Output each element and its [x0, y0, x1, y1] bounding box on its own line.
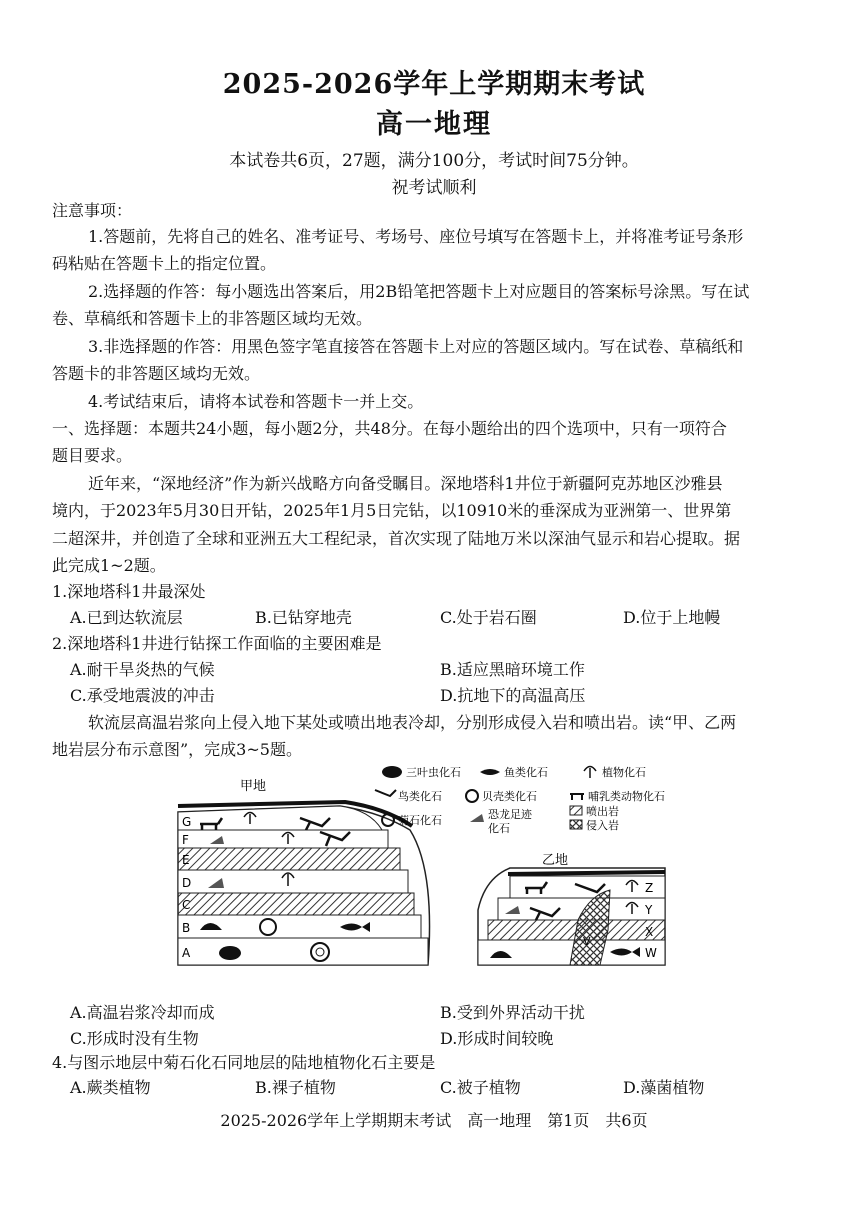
passage-1-line-1: 近年来，“深地经济”作为新兴战略方向备受瞩目。深地塔科1井位于新疆阿克苏地区沙雅县: [88, 474, 723, 493]
legend: [375, 765, 665, 835]
fish-icon: [480, 769, 500, 775]
layer-label-z: Z: [645, 881, 654, 895]
layer-label-w: W: [645, 946, 657, 960]
layer-label-e: E: [182, 853, 190, 867]
site-a-strata: [178, 778, 430, 965]
question-2-option-b: B.适应黑暗环境工作: [440, 660, 585, 679]
question-4-stem: 4.与图示地层中菊石化石同地层的陆地植物化石主要是: [52, 1053, 436, 1072]
legend-dino-line1: 恐龙足迹: [488, 808, 532, 821]
question-1-option-c: C.处于岩石圈: [440, 608, 537, 627]
shell-icon: [466, 790, 478, 802]
page-footer: 2025-2026学年上学期期末考试 高一地理 第1页 共6页: [220, 1111, 648, 1130]
note-1-line-1: 1.答题前，先将自己的姓名、准考证号、考场号、座位号填写在答题卡上，并将准考证号条形: [88, 227, 744, 246]
layer-label-d: D: [182, 876, 192, 890]
layer-label-b: B: [182, 921, 191, 935]
legend-trilobite: 三叶虫化石: [406, 766, 461, 779]
question-3-option-a: A.高温岩浆冷却而成: [70, 1003, 215, 1022]
question-4-option-d: D.藻菌植物: [623, 1078, 705, 1097]
section-1-heading: 一、选择题：本题共24小题，每小题2分，共48分。在每小题给出的四个选项中，只有一项符合: [52, 419, 727, 438]
legend-ammonite: 菊石化石: [398, 814, 442, 827]
legend-dino-line2: 化石: [488, 822, 510, 835]
passage-1-line-2: 境内，于2023年5月30日开钻，2025年1月5日完钻，以10910米的垂深成为亚洲第一、世界第: [52, 501, 732, 520]
note-2-line-2: 卷、草稿纸和答题卡上的非答题区域均无效。: [52, 309, 373, 328]
site-b-strata: [478, 852, 665, 965]
note-3-line-1: 3.非选择题的作答：用黑色签字笔直接答在答题卡上对应的答题区域内。写在试卷、草稿纸和: [88, 337, 744, 356]
dinosaur-track-icon: [470, 814, 484, 822]
legend-intrusive: 侵入岩: [586, 819, 619, 832]
layer-label-f: F: [182, 833, 189, 847]
plant-icon: [584, 767, 596, 779]
strata-figure: [170, 760, 710, 975]
trilobite-icon: [382, 766, 402, 778]
exam-title: 2025-2026学年上学期期末考试: [222, 69, 646, 100]
intrusive-swatch: [570, 820, 582, 829]
legend-shell: 贝壳类化石: [482, 790, 537, 803]
note-2-line-1: 2.选择题的作答：每小题选出答案后，用2B铅笔把答题卡上对应题目的答案标号涂黑。写在试: [88, 282, 750, 301]
passage-1-line-4: 此完成1~2题。: [52, 556, 166, 575]
legend-fish: 鱼类化石: [504, 766, 548, 779]
note-1-line-2: 码粘贴在答题卡上的指定位置。: [52, 254, 277, 273]
question-4-option-b: B.裸子植物: [255, 1078, 336, 1097]
passage-2-line-2: 地岩层分布示意图”，完成3~5题。: [52, 740, 302, 759]
section-1-heading-cont: 题目要求。: [52, 446, 133, 465]
bird-icon: [375, 790, 396, 796]
note-3-line-2: 答题卡的非答题区域均无效。: [52, 364, 261, 383]
intrusion-label: V: [583, 935, 591, 948]
question-2-option-a: A.耐干旱炎热的气候: [70, 660, 215, 679]
exam-subject: 高一地理: [376, 109, 492, 140]
question-1-option-b: B.已钻穿地壳: [255, 608, 352, 627]
layer-label-g: G: [182, 815, 192, 829]
question-2-option-d: D.抗地下的高温高压: [440, 686, 586, 705]
question-1-option-a: A.已到达软流层: [70, 608, 183, 627]
question-2-option-c: C.承受地震波的冲击: [70, 686, 215, 705]
layer-d-band: [178, 870, 408, 893]
exam-wish: 祝考试顺利: [391, 178, 477, 198]
question-2-stem: 2.深地塔科1井进行钻探工作面临的主要困难是: [52, 634, 382, 653]
site-a-label: 甲地: [240, 779, 267, 794]
site-b-label: 乙地: [542, 853, 569, 868]
question-3-option-d: D.形成时间较晚: [440, 1029, 554, 1048]
exam-info: 本试卷共6页，27题，满分100分，考试时间75分钟。: [229, 151, 639, 171]
layer-c-band: [178, 893, 414, 915]
layer-a-band: [178, 938, 428, 965]
layer-label-x: X: [645, 925, 654, 939]
question-1-option-d: D.位于上地幔: [623, 608, 721, 627]
layer-label-c: C: [182, 898, 191, 912]
trilobite-icon: [219, 946, 241, 960]
question-1-stem: 1.深地塔科1井最深处: [52, 582, 206, 601]
layer-e-band: [178, 848, 400, 870]
notes-heading: 注意事项：: [52, 201, 133, 220]
legend-plant: 植物化石: [602, 766, 646, 779]
legend-bird: 鸟类化石: [398, 790, 442, 803]
extrusive-swatch: [570, 806, 582, 815]
layer-label-y: Y: [645, 903, 653, 917]
layer-label-a: A: [182, 946, 191, 960]
layer-f-band: [178, 830, 388, 848]
note-4: 4.考试结束后，请将本试卷和答题卡一并上交。: [88, 392, 424, 411]
passage-2-line-1: 软流层高温岩浆向上侵入地下某处或喷出地表冷却，分别形成侵入岩和喷出岩。读“甲、乙两: [88, 713, 737, 732]
question-4-option-c: C.被子植物: [440, 1078, 521, 1097]
question-4-option-a: A.蕨类植物: [70, 1078, 151, 1097]
legend-mammal: 哺乳类动物化石: [588, 790, 665, 803]
question-3-option-c: C.形成时没有生物: [70, 1029, 199, 1048]
legend-extrusive: 喷出岩: [586, 805, 619, 818]
mammal-icon: [570, 794, 584, 800]
passage-1-line-3: 二超深井，并创造了全球和亚洲五大工程纪录，首次实现了陆地万米以深油气显示和岩心提取。据: [52, 529, 741, 548]
question-3-option-b: B.受到外界活动干扰: [440, 1003, 585, 1022]
